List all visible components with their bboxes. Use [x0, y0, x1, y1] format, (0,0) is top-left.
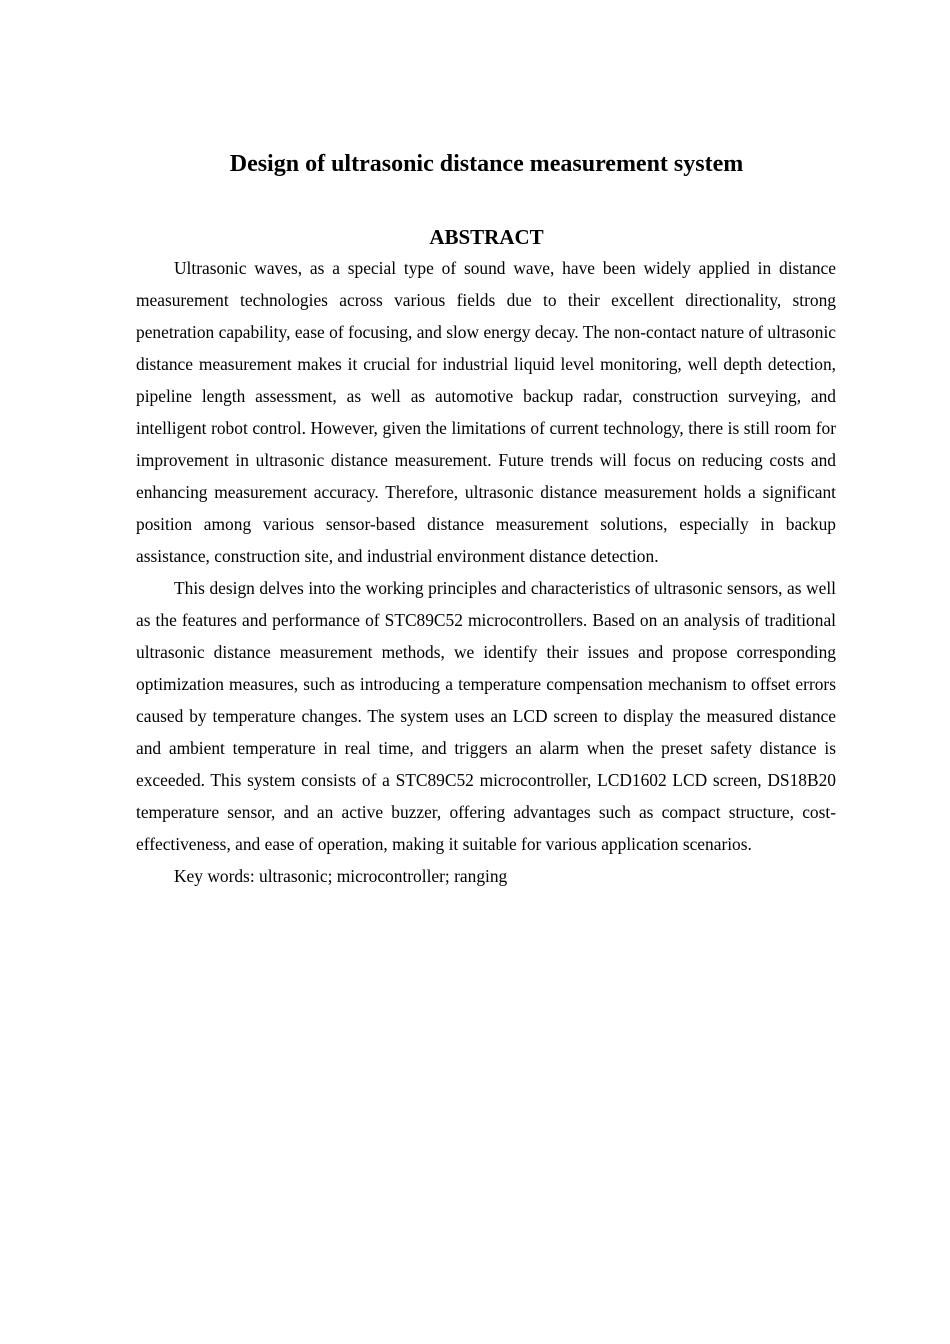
abstract-paragraph-2: This design delves into the working principles and characteristics of ultrasonic sensors, as well as the features and performance of STC89C52 microcontrollers. Based on an analysis of traditional ultrasonic distance measurement methods, we identify their issues and propose corresponding optimization measures, such as introducing a temperature compensation mechanism to offset errors caused by temperature changes. The system uses an LCD screen to display the measured distance and ambient temperature in real time, and triggers an alarm when the preset safety distance is exceeded. This system consists of a STC89C52 microcontroller, LCD1602 LCD screen, DS18B20 temperature sensor, and an active buzzer, offering advantages such as compact structure, cost-effectiveness, and ease of operation, making it suitable for various application scenarios. [136, 578, 836, 854]
abstract-heading: ABSTRACT [429, 225, 544, 249]
abstract-paragraph-1: Ultrasonic waves, as a special type of sound wave, have been widely applied in distance measurement technologies across various fields due to their excellent directionality, strong penetration capability, ease of focusing, and slow energy decay. The non-contact nature of ultrasonic distance measurement makes it crucial for industrial liquid level monitoring, well depth detection, pipeline length assessment, as well as automotive backup radar, construction surveying, and intelligent robot control. However, given the limitations of current technology, there is still room for improvement in ultrasonic distance measurement. Future trends will focus on reducing costs and enhancing measurement accuracy. Therefore, ultrasonic distance measurement holds a significant position among various sensor-based distance measurement solutions, especially in backup assistance, construction site, and industrial environment distance detection. [136, 258, 836, 566]
document-title: Design of ultrasonic distance measurement system [229, 151, 744, 177]
keywords-line: Key words: ultrasonic; microcontroller; ranging [174, 866, 508, 886]
abstract-body [136, 252, 836, 892]
